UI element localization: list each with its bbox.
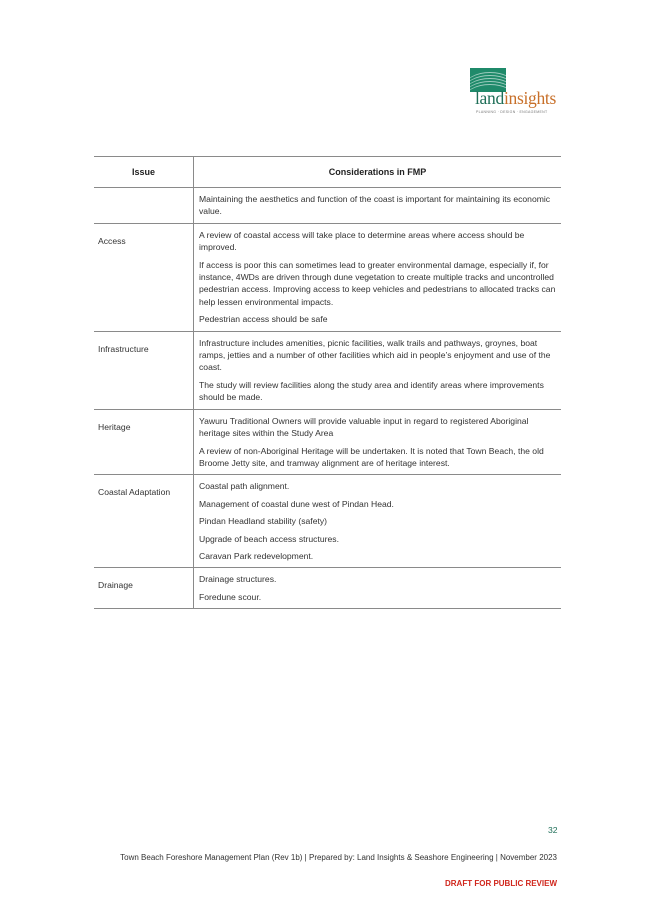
consideration-paragraph: The study will review facilities along the study area and identify areas where improvements should be made. (199, 379, 544, 403)
considerations-cell (194, 475, 562, 568)
logo-word-insights: insights (503, 88, 556, 108)
table-row (94, 223, 561, 331)
consideration-paragraph: If access is poor this can sometimes lead to greater environmental damage, especially if, for instance, 4WDs are driven through dune vegetation to create multiple tracks and uncontrolled pedestrian access. Improving access to keep vehicles and pedestrians to allocated tracks can help lessen environmental impacts. (199, 259, 556, 307)
consideration-paragraph: A review of coastal access will take place to determine areas where access should be improved. (199, 229, 525, 253)
page-number: 32 (548, 825, 558, 835)
consideration-paragraph: Infrastructure includes amenities, picnic facilities, walk trails and pathways, groynes, boat ramps, jetties and a number of other facilities which aid in people’s enjoyment and use of the coast. (199, 337, 551, 373)
consideration-paragraph: Pindan Headland stability (safety) (199, 516, 328, 527)
issue-cell: Coastal Adaptation (94, 475, 194, 568)
consideration-paragraph: Foredune scour. (199, 591, 262, 602)
table-row (94, 188, 561, 224)
considerations-cell (194, 188, 562, 224)
consideration-paragraph: Maintaining the aesthetics and function of the coast is important for maintaining its economic value. (199, 194, 551, 217)
consideration-paragraph: Drainage structures. (199, 574, 277, 585)
draft-label: DRAFT FOR PUBLIC REVIEW (445, 879, 557, 888)
issue-cell (94, 188, 194, 224)
land-insights-logo (470, 68, 570, 118)
consideration-paragraph: Coastal path alignment. (199, 481, 290, 492)
footer-text: Town Beach Foreshore Management Plan (Rev 1b) | Prepared by: Land Insights & Seashore Engineering | November 2023 (120, 853, 557, 862)
table-row (94, 331, 561, 409)
table-body (94, 188, 561, 609)
considerations-cell (194, 223, 562, 331)
consideration-paragraph: Caravan Park redevelopment. (199, 550, 314, 561)
issue-cell: Infrastructure (94, 331, 194, 409)
consideration-paragraph: Pedestrian access should be safe (199, 314, 328, 325)
header-considerations: Considerations in FMP (194, 157, 562, 188)
issue-cell: Access (94, 223, 194, 331)
table-row (94, 568, 561, 609)
considerations-cell (194, 331, 562, 409)
consideration-paragraph: Yawuru Traditional Owners will provide valuable input in regard to registered Aboriginal heritage sites within the Study Area (199, 415, 529, 439)
considerations-cell (194, 568, 562, 609)
issue-cell: Drainage (94, 568, 194, 609)
consideration-paragraph: A review of non-Aboriginal Heritage will be undertaken. It is noted that Town Beach, the old Broome Jetty site, and tramway alignment are of heritage interest. (199, 445, 544, 468)
table-header-row (94, 157, 561, 188)
table-row (94, 409, 561, 475)
consideration-paragraph: Upgrade of beach access structures. (199, 533, 339, 544)
considerations-table (94, 156, 561, 609)
logo-word-land: land (475, 88, 504, 108)
logo-tagline: PLANNING · DESIGN · ENGAGEMENT (476, 110, 548, 114)
table-row (94, 475, 561, 568)
consideration-paragraph: Management of coastal dune west of Pindan Head. (199, 498, 394, 509)
issue-cell: Heritage (94, 409, 194, 475)
logo-wordmark (475, 88, 556, 109)
considerations-cell (194, 409, 562, 475)
header-issue: Issue (94, 157, 194, 188)
